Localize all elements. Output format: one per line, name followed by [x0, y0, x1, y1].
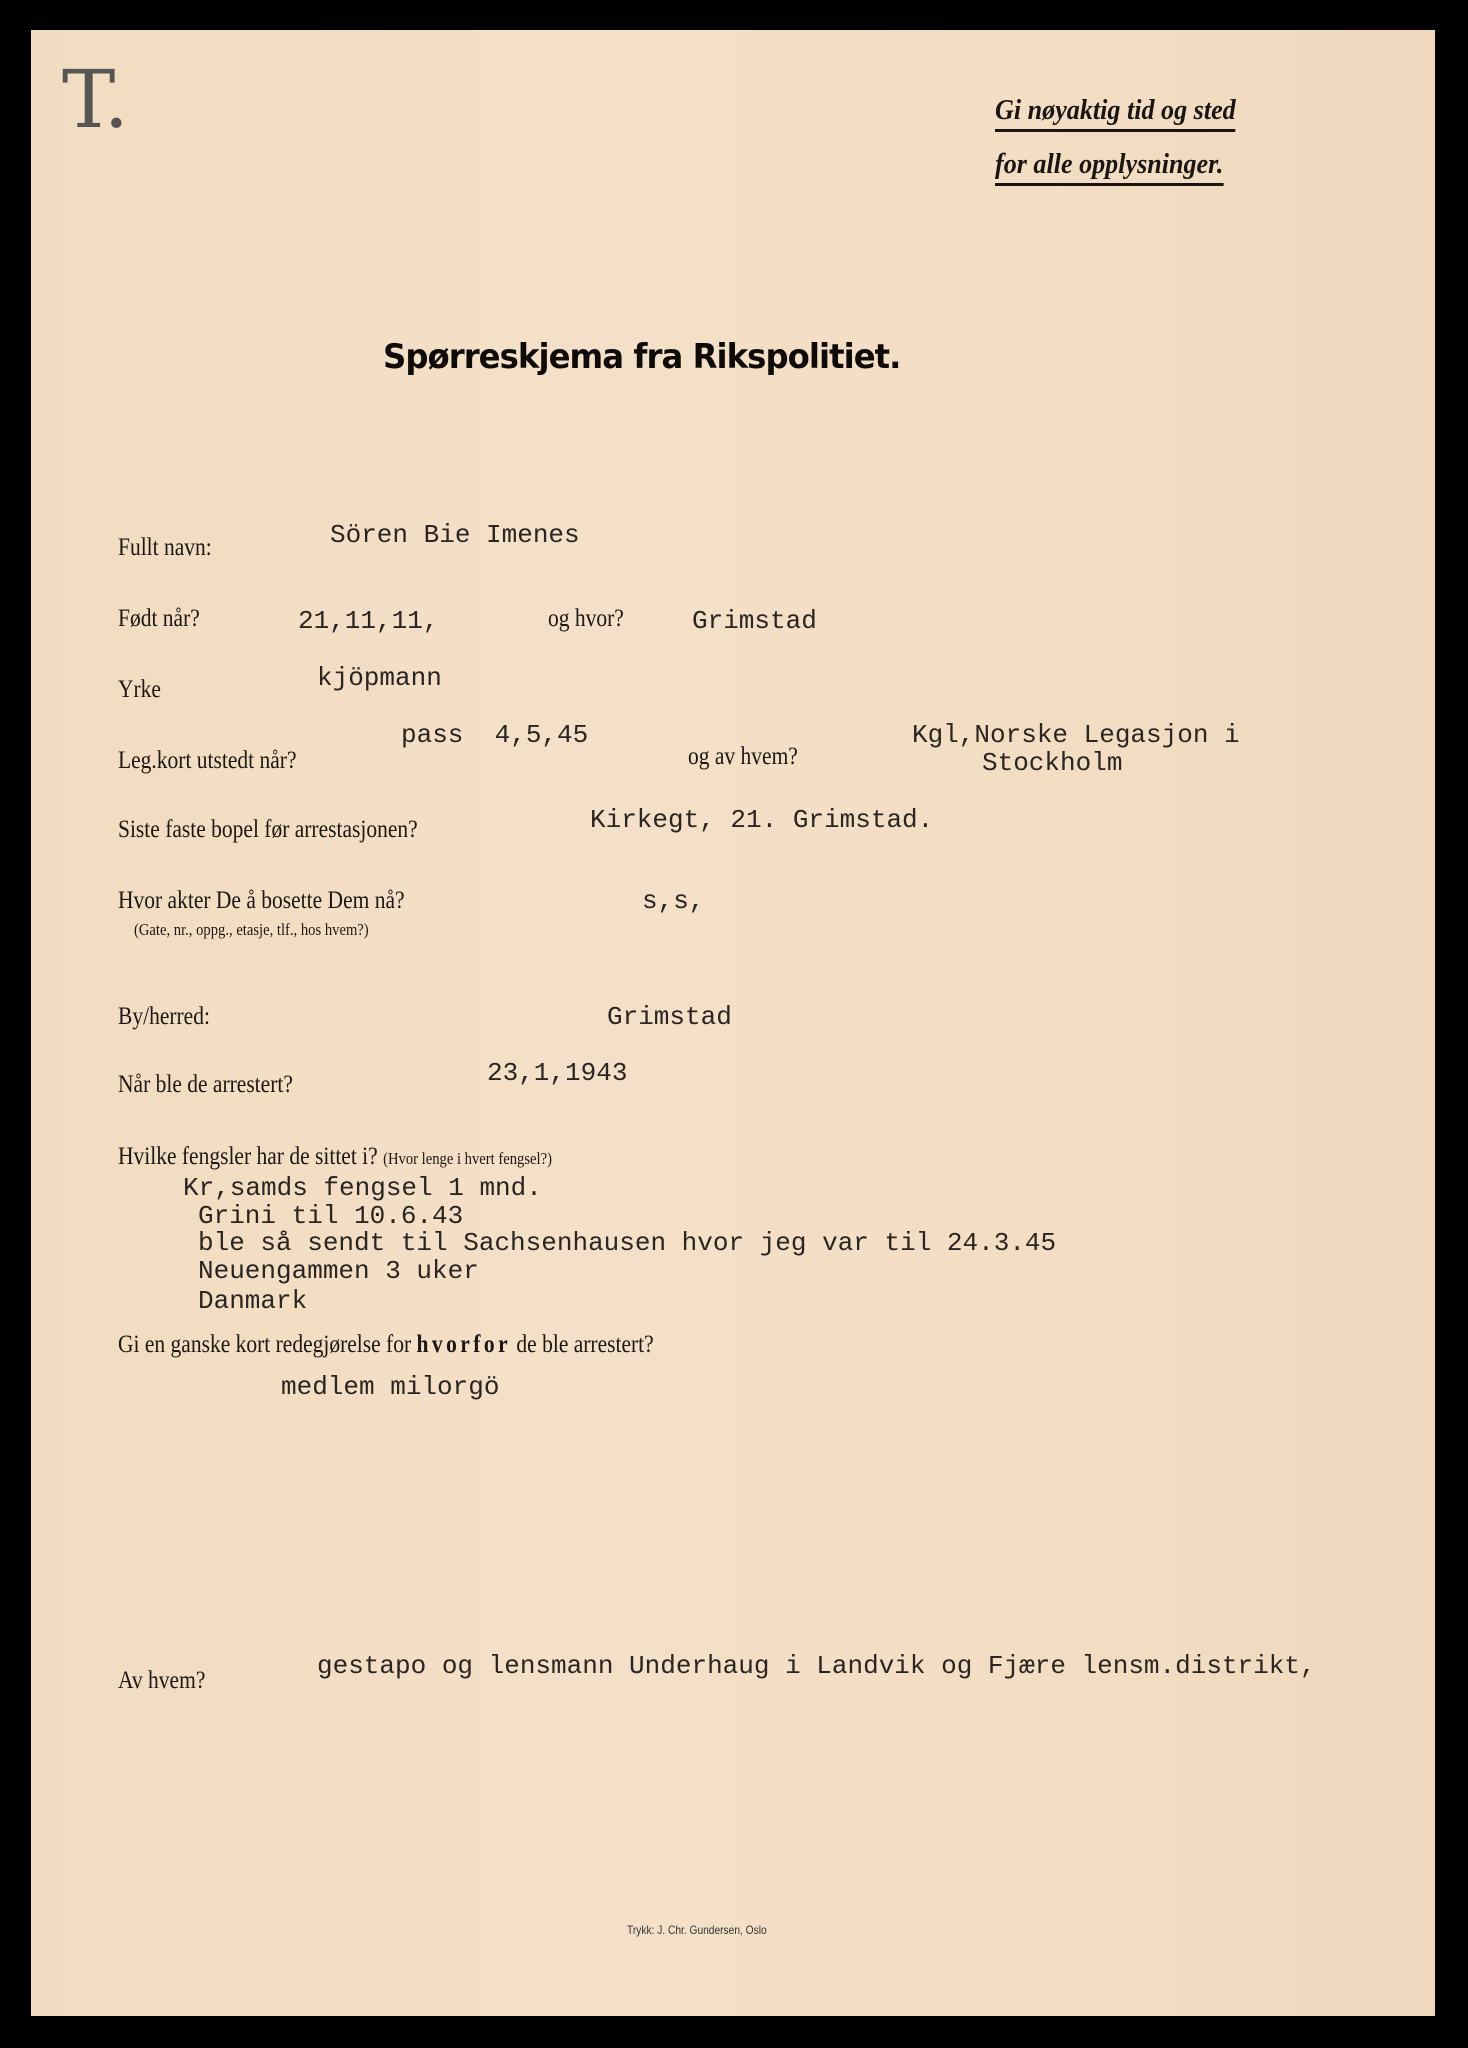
- id-issued-by-value-line1: Kgl,Norske Legasjon i: [912, 720, 1240, 750]
- handwritten-mark: T.: [62, 53, 130, 146]
- arrested-by-value: gestapo og lensmann Underhaug i Landvik og Fjære lensm.distrikt,: [317, 1651, 1316, 1681]
- born-when-label: Født når?: [118, 605, 200, 632]
- occupation-value: kjöpmann: [317, 663, 442, 693]
- id-issued-by-value-line2: Stockholm: [982, 748, 1123, 778]
- prison-line: Grini til 10.6.43: [198, 1201, 464, 1231]
- printer-imprint: Trykk: J. Chr. Gundersen, Oslo: [627, 1923, 767, 1937]
- arrested-when-label: Når ble de arrestert?: [118, 1071, 293, 1098]
- reason-label-part2: de ble arrestert?: [511, 1331, 654, 1358]
- reason-label-emphasis: hvorfor: [416, 1331, 512, 1358]
- prison-line: Neuengammen 3 uker: [198, 1256, 479, 1286]
- arrested-when-value: 23,1,1943: [487, 1058, 628, 1088]
- prison-line: Kr,samds fengsel 1 mnd.: [183, 1173, 542, 1203]
- id-issued-when-value: pass 4,5,45: [401, 720, 589, 750]
- born-where-label: og hvor?: [548, 605, 624, 632]
- prisons-sublabel: (Hvor lenge i hvert fengsel?): [383, 1149, 552, 1168]
- prisons-label-text: Hvilke fengsler har de sittet i?: [118, 1143, 378, 1170]
- intended-residence-value: s,s,: [642, 886, 705, 916]
- form-title: Spørreskjema fra Rikspolitiet.: [383, 337, 901, 377]
- last-residence-value: Kirkegt, 21. Grimstad.: [590, 805, 934, 835]
- full-name-value: Sören Bie Imenes: [330, 520, 580, 550]
- form-page: [31, 30, 1435, 2016]
- header-note-line1: Gi nøyaktig tid og sted: [995, 96, 1236, 132]
- occupation-label: Yrke: [118, 676, 161, 703]
- born-where-value: Grimstad: [692, 606, 817, 636]
- prison-line: ble så sendt til Sachsenhausen hvor jeg var til 24.3.45: [198, 1228, 1057, 1258]
- municipality-label: By/herred:: [118, 1003, 210, 1030]
- id-issued-when-label: Leg.kort utstedt når?: [118, 747, 297, 774]
- arrested-by-label: Av hvem?: [118, 1667, 206, 1694]
- reason-label: [118, 1332, 654, 1357]
- intended-residence-label: Hvor akter De å bosette Dem nå?: [118, 887, 405, 914]
- header-note-line2: for alle opplysninger.: [995, 150, 1223, 186]
- reason-value: medlem milorgö: [281, 1372, 500, 1402]
- prison-line: Danmark: [198, 1286, 308, 1316]
- prisons-label: [118, 1144, 552, 1169]
- last-residence-label: Siste faste bopel før arrestasjonen?: [118, 816, 418, 843]
- id-issued-by-label: og av hvem?: [688, 743, 798, 770]
- reason-label-part1: Gi en ganske kort redegjørelse for: [118, 1331, 417, 1358]
- municipality-value: Grimstad: [607, 1002, 732, 1032]
- born-when-value: 21,11,11,: [298, 606, 439, 636]
- full-name-label: Fullt navn:: [118, 534, 212, 561]
- intended-residence-sublabel: (Gate, nr., oppg., etasje, tlf., hos hvem?): [134, 920, 369, 939]
